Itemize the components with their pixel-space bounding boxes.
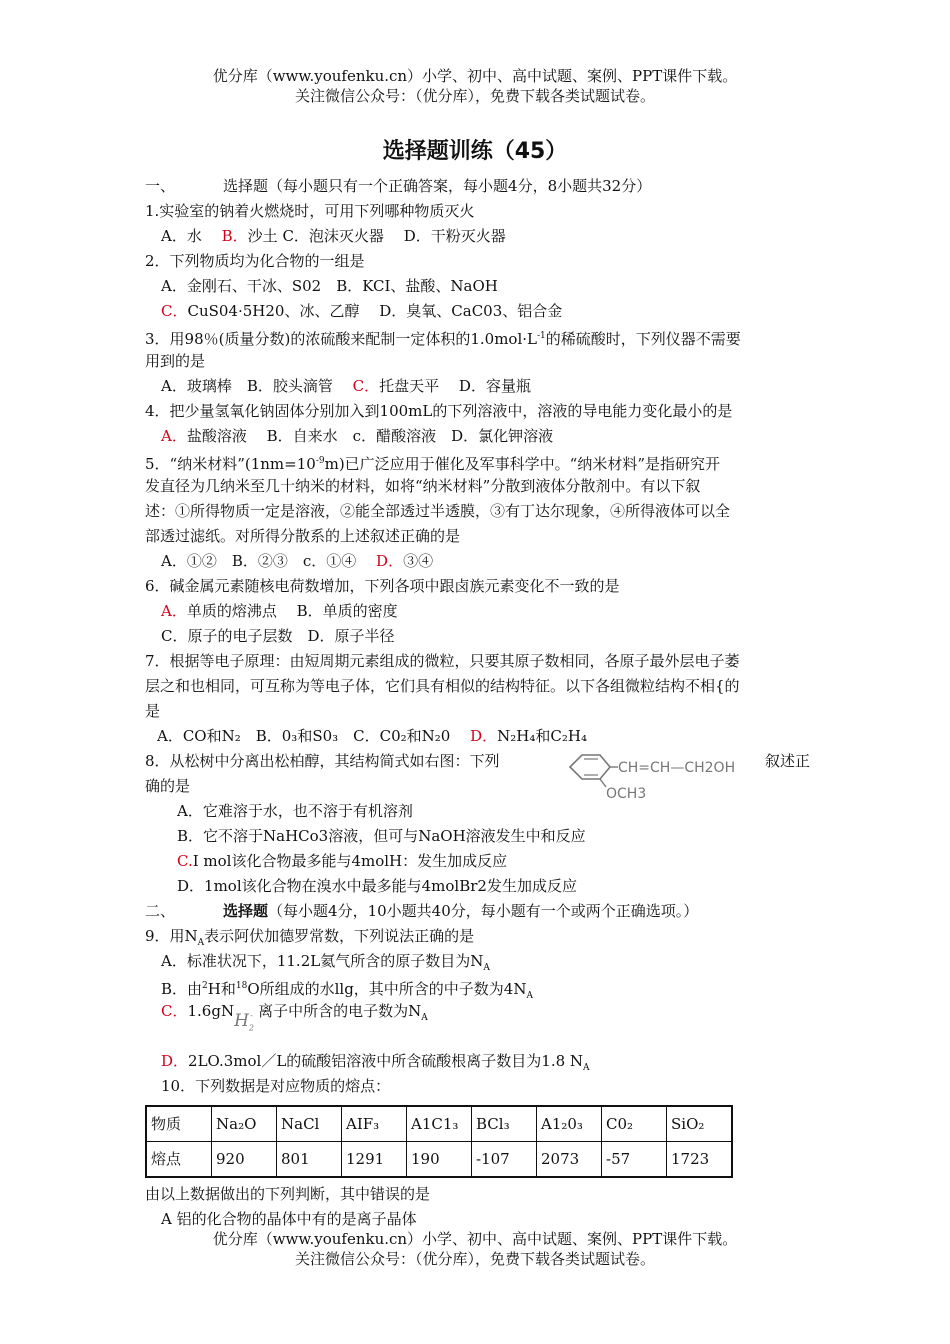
q4-options: A．盐酸溶液 B．自来水 c．醋酸溶液 D．氯化钾溶液 [161, 427, 554, 445]
q8-stem: 8．从松树中分离出松柏醇，其结构简式如右图：下列 叙述正 CH=CH—CH2OH OCH3 [145, 749, 810, 774]
section-1-heading: 一、 选择题（每小题只有一个正确答案，每小题4分，8小题共32分） [145, 177, 652, 195]
q7-stem-3: 是 [145, 702, 161, 720]
q8-option-b: B．它不溶于NaHCo3溶液，但可与NaOH溶液发生中和反应 [177, 827, 586, 845]
q3-options: A．玻璃棒 B．胶头滴管 C．托盘天平 D．容量瓶 [161, 377, 531, 395]
q8-option-a: A．它难溶于水，也不溶于有机溶剂 [177, 802, 413, 820]
q3-stem: 3．用98％(质量分数)的浓硫酸来配制一定体积的$1.0mol\cdot L^{-1}$的稀硫酸时，下列仪器不需要 [145, 330, 741, 348]
q10-after: 由以上数据做出的下列判断，其中错误的是 [145, 1185, 431, 1203]
q5-options: A．①② B．②③ c．①④ D．③④ [161, 552, 434, 570]
q6-options-cd: C．原子的电子层数 D．原子半径 [161, 627, 395, 645]
q5-stem-2: 发直径为几纳米至几十纳米的材料，如将“纳米材料”分散到液体分散剂中。有以下叙 [145, 477, 701, 495]
q5-stem-3: 述：①所得物质一定是溶液，②能全部透过半透膜，③有丁达尔现象，④所得液体可以全 [145, 502, 731, 520]
q7-options: A．CO和N₂ B．0₃和S0₃ C．C0₂和N₂0 D．N₂H₄和C₂H₄ [157, 727, 587, 745]
q5-stem: 5．“纳米材料$”(1nm=10^{-9}m)$已广泛应用于催化及军事科学中。“纳米材料”是指研究开 [145, 455, 721, 473]
melting-point-table [145, 1105, 733, 1178]
q1-stem: 1.实验室的钠着火燃烧时，可用下列哪种物质灭火 [145, 202, 475, 220]
q9-option-b: B．由$^2$H和$^{18}$O所组成的水llg，其中所含的中子数为$4N_A$ [161, 980, 533, 1001]
structure-sub-label: OCH3 [606, 786, 647, 802]
question-body [145, 174, 810, 1232]
header-line-1: 优分库（www.youfenku.cn）小学、初中、高中试题、案例、PPT课件下载。 [212, 67, 738, 85]
q3-stem-cont: 用到的是 [145, 352, 206, 370]
footer-line-2: 关注微信公众号：（优分库），免费下载各类试题试卷。 [294, 1250, 655, 1268]
q10-option-a: A 铝的化合物的晶体中有的是离子晶体 [161, 1210, 417, 1228]
section-2-heading: 二、 选择题（每小题4分，10小题共40分，每小题有一个或两个正确选项。） [145, 902, 699, 920]
q9-option-c: C．1.6gNH$_2$ - 离子中所含的电子数为$N_A$ [161, 1002, 428, 1033]
q8-stem-2: 确的是 [145, 777, 191, 795]
q2-stem: 2．下列物质均为化合物的一组是 [145, 252, 365, 270]
q8-option-c: C.I mol该化合物最多能与4molH：发生加成反应 [177, 852, 508, 870]
q9-stem: 9．用$N_A$表示阿伏加德罗常数，下列说法正确的是 [145, 927, 475, 948]
table-row: 熔点 920 801 1291 190 -107 2073 -57 1723 [146, 1142, 732, 1178]
coniferyl-alcohol-structure [560, 745, 750, 803]
q9-option-a: A．标准状况下，11.2L氦气所含的原子数目为$N_A$ [161, 952, 490, 973]
q7-stem: 7．根据等电子原理：由短周期元素组成的微粒，只要其原子数相同，各原子最外层电子萎 [145, 652, 740, 670]
q1-options: A．水 B．沙土 C．泡沫灭火器 D．干粉灭火器 [161, 227, 506, 245]
q9-option-d: D．2LO.3mol／L的硫酸铝溶液中所含硫酸根离子数目为1.8 $N_A$ [161, 1052, 590, 1073]
q6-stem: 6．碱金属元素随核电荷数增加，下列各项中跟卤族元素变化不一致的是 [145, 577, 620, 595]
header-line-2: 关注微信公众号：（优分库），免费下载各类试题试卷。 [294, 87, 655, 105]
q6-options-ab: A．单质的熔沸点 B．单质的密度 [161, 602, 398, 620]
footer-line-1: 优分库（www.youfenku.cn）小学、初中、高中试题、案例、PPT课件下载。 [212, 1230, 738, 1248]
q10-stem: 10．下列数据是对应物质的熔点： [161, 1077, 391, 1095]
page-title: 选择题训练（45） [382, 139, 568, 164]
q8-option-d: D．1mol该化合物在溴水中最多能与4molBr2发生加成反应 [177, 877, 577, 895]
q4-stem: 4．把少量氢氧化钠固体分别加入到100mL的下列溶液中，溶液的导电能力变化最小的是 [145, 402, 733, 420]
q5-stem-4: 部透过滤纸。对所得分散系的上述叙述正确的是 [145, 527, 461, 545]
table-row: 物质 Na₂O NaCl AIF₃ A1C1₃ BCl₃ A1₂0₃ C0₂ SiO₂ [146, 1106, 732, 1142]
q2-options-cd: C．CuS04·5H20、冰、乙醇 D．臭氧、CaC03、铝合金 [161, 302, 563, 320]
q2-options-ab: A．金刚石、干冰、S02 B．KCI、盐酸、NaOH [161, 277, 498, 295]
structure-chain-label: CH=CH—CH2OH [618, 760, 736, 776]
q7-stem-2: 层之和也相同，可互称为等电子体，它们具有相似的结构特征。以下各组微粒结构不相{的 [145, 677, 740, 695]
